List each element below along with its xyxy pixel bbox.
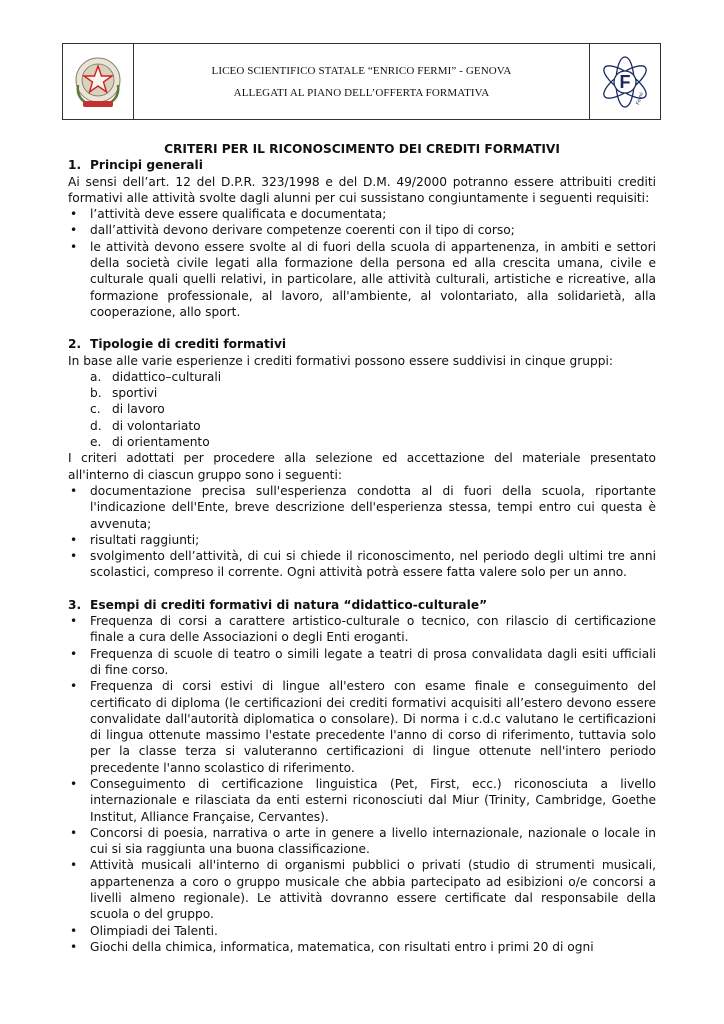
section-2-intro: In base alle varie esperienze i crediti formativi possono essere suddivisi in cinque gruppi:: [68, 353, 613, 368]
list-item: • Giochi della chimica, informatica, matematica, con risultati entro i primi 20 di ogni: [68, 939, 656, 955]
list-item: [68, 385, 656, 401]
section-1-list: [68, 206, 656, 320]
section-1-intro: Ai sensi dell’art. 12 del D.P.R. 323/1998 e del D.M. 49/2000 potranno essere attribuiti crediti formativi alle attività svolte dagli alunni per cui sussistano congiuntamente i seguenti requisiti:: [68, 174, 656, 205]
section-3-list: [68, 613, 656, 955]
list-item: • Conseguimento di certificazione linguistica (Pet, First, ecc.) riconosciuta a livello internazionale e rilasciata da enti esterni riconosciuti dal Miur (Trinity, Cambridge, Goethe Institut, Alliance Française, Cervantes).: [68, 776, 656, 825]
list-item: • Frequenza di corsi a carattere artistico-culturale o tecnico, con rilascio di certificazione finale a cura delle Associazioni o degli Enti eroganti.: [68, 613, 656, 646]
header-text: [134, 44, 589, 119]
list-text: di orientamento: [112, 435, 210, 450]
section-number: 1.: [68, 158, 82, 173]
list-item: • Olimpiadi dei Talenti.: [68, 923, 656, 939]
section-title: Esempi di crediti formativi di natura “didattico-culturale”: [90, 597, 488, 612]
header-right-logo-cell: [589, 44, 660, 119]
credit-groups-list: [68, 369, 656, 450]
list-item: • documentazione precisa sull'esperienza condotta al di fuori della scuola, riportante l'indicazione dell'Ente, breve descrizione dell'esperienza stessa, tempi entro cui questa è avvenuta;: [68, 483, 656, 532]
list-marker: d.: [90, 418, 102, 433]
list-item: • Concorsi di poesia, narrativa o arte in genere a livello internazionale, nazionale o locale in cui si sia raggiunta una buona classificazione.: [68, 825, 656, 858]
list-marker: c.: [90, 402, 101, 417]
list-text: di lavoro: [112, 402, 165, 417]
criteria-intro: I criteri adottati per procedere alla selezione ed accettazione del materiale presentato all'interno di ciascun gruppo sono i seguenti:: [68, 451, 656, 482]
list-text: sportivi: [112, 386, 158, 401]
document-title: CRITERI PER IL RICONOSCIMENTO DEI CREDITI FORMATIVI: [164, 142, 560, 156]
list-item: [68, 401, 656, 417]
list-item: • Frequenza di corsi estivi di lingue all'estero con esame finale e conseguimento del certificato di diploma (le certificazioni dei crediti formativi acquisiti all’estero devono essere convalidate dall'autorità diplomatica o consolare). Di norma i c.d.c valutano le certificazioni di lingua ottenute massimo l'estate precedente l'anno di corso di riferimento, tuttavia solo per la classe terza si valuteranno certificazioni di lingue ottenute nell'intero periodo precedente l'anno scolastico di riferimento.: [68, 678, 656, 776]
section-2-heading: [68, 336, 656, 352]
school-name: LICEO SCIENTIFICO STATALE “ENRICO FERMI” - GENOVA: [211, 64, 512, 77]
list-item: [68, 418, 656, 434]
section-title: Principi generali: [90, 158, 203, 173]
list-item: • l’attività deve essere qualificata e documentata;: [68, 206, 656, 222]
atom-fermi-icon: [597, 51, 653, 113]
header-left-logo-cell: [63, 44, 134, 119]
criteria-list: [68, 483, 656, 581]
italian-emblem-icon: [70, 51, 126, 113]
header-subtitle: ALLEGATI AL PIANO DELL’OFFERTA FORMATIVA: [233, 86, 490, 99]
section-1-heading: [68, 157, 656, 173]
list-item: • Frequenza di scuole di teatro o simili legate a teatri di prosa convalidata dagli esiti ufficiali di fine corso.: [68, 646, 656, 679]
list-item: • svolgimento dell’attività, di cui si chiede il riconoscimento, nel periodo degli ultimi tre anni scolastici, compreso il corrente. Ogni attività potrà essere fatta valere solo per un anno.: [68, 548, 656, 581]
section-number: 2.: [68, 337, 82, 352]
section-title: Tipologie di crediti formativi: [90, 337, 287, 352]
document-body: [68, 141, 656, 955]
list-item: [68, 369, 656, 385]
section-3-heading: [68, 597, 656, 613]
list-marker: a.: [90, 369, 102, 384]
logo-letter: F: [619, 71, 631, 92]
list-item: [68, 434, 656, 450]
document-header: [62, 43, 661, 120]
list-item: • risultati raggiunti;: [68, 532, 656, 548]
list-item: • le attività devono essere svolte al di fuori della scuola di appartenenza, in ambiti e settori della società civile legati alla formazione della persona ed alla crescita umana, civile e culturale quali quelli relativi, in particolare, alle attività culturali, artistiche e ricreative, alla formazione professionale, al lavoro, all'ambiente, al volontariato, alla solidarietà, alla cooperazione, allo sport.: [68, 239, 656, 320]
logo-word: Fermi: [635, 91, 646, 106]
list-marker: e.: [90, 435, 102, 450]
list-text: di volontariato: [112, 418, 201, 433]
list-text: didattico–culturali: [112, 369, 222, 384]
section-number: 3.: [68, 597, 82, 612]
list-item: • Attività musicali all'interno di organismi pubblici o privati (studio di strumenti musicali, appartenenza a coro o gruppo musicale che abbia partecipato ad esibizioni o/e concorsi a livelli almeno regionale). Le attività dovranno essere certificate dal responsabile della scuola o del gruppo.: [68, 857, 656, 922]
list-marker: b.: [90, 386, 102, 401]
list-item: • dall’attività devono derivare competenze coerenti con il tipo di corso;: [68, 222, 656, 238]
